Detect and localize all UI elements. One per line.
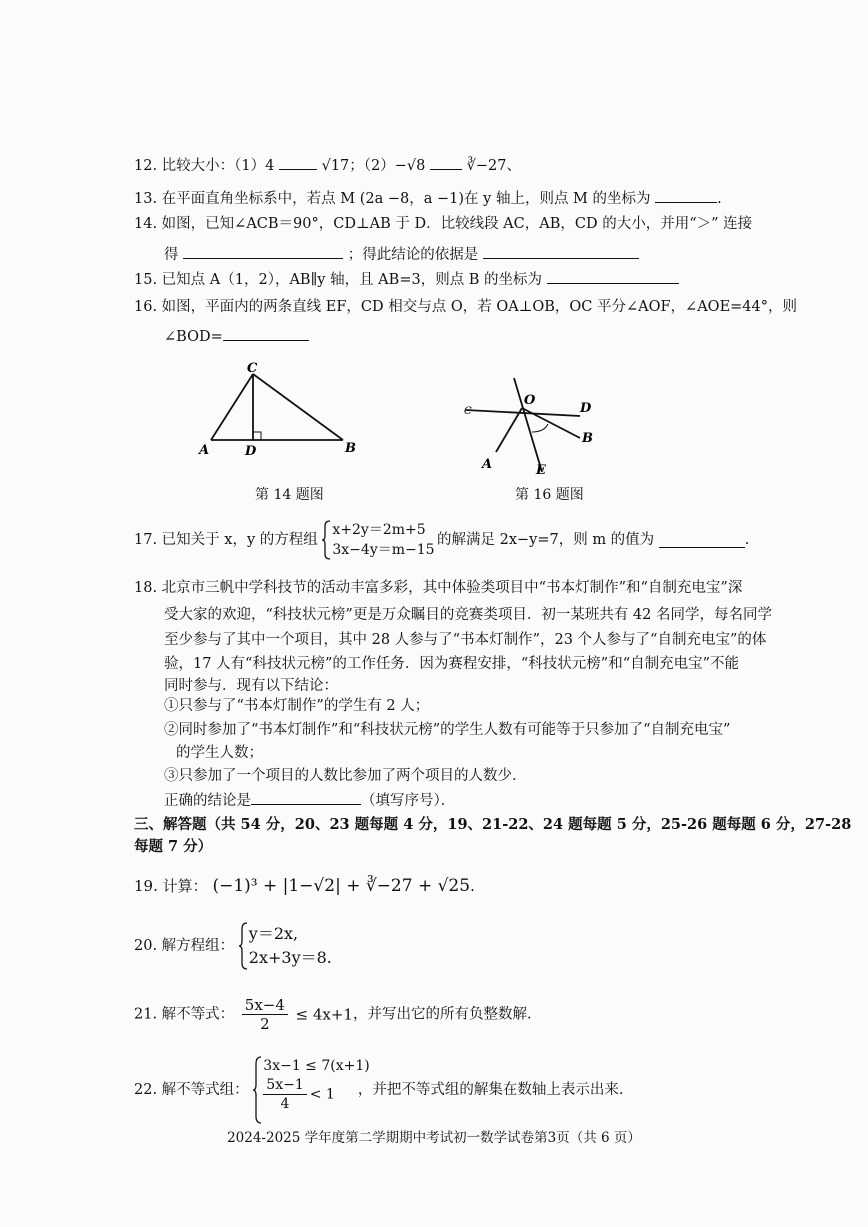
question-text: （填写序号）． [361, 793, 456, 809]
question-14 [134, 214, 752, 234]
question-number: 17. [134, 532, 158, 548]
question-number: 12. [134, 158, 158, 174]
label-D: D [580, 401, 592, 416]
segment-BC [253, 374, 343, 440]
answer-blank [655, 188, 717, 203]
question-text: 解方程组： [161, 938, 235, 954]
figure-16-lines [460, 370, 610, 480]
answer-blank [430, 155, 462, 170]
question-18 [134, 578, 742, 598]
ray-OA [496, 408, 522, 452]
brace-icon [322, 520, 332, 560]
punct: . [470, 877, 475, 895]
question-text: 比较大小：（1）4 [161, 158, 275, 174]
question-text: 计算： [162, 877, 208, 895]
brace-icon [239, 922, 249, 970]
conclusion-1: ①只参与了“书本灯制作”的学生有 2 人； [164, 698, 430, 714]
question-text: 如图，已知∠ACB＝90°，CD⊥AB 于 D．比较线段 AC，AB，CD 的大小，并用“＞” 连接 [161, 216, 753, 232]
question-21 [134, 996, 532, 1033]
math-expr: ∛−27 [466, 158, 507, 174]
conclusion-2: ②同时参加了“书本灯制作”和“科技状元榜”的学生人数有可能等于只参加了“自制充电宝” [164, 722, 731, 738]
figure-16-caption: 第 16 题图 [515, 487, 584, 503]
question-text: ∠BOD= [164, 329, 223, 345]
numerator: 5x−4 [242, 996, 288, 1015]
answer-blank [251, 790, 361, 805]
equation-system [239, 922, 339, 970]
equation-2: 2x+3y＝8. [248, 948, 332, 967]
label-C: C [464, 406, 472, 417]
question-text: 已知点 A（1，2），AB∥y 轴，且 AB=3，则点 B 的坐标为 [161, 272, 543, 288]
question-number: 16. [134, 299, 158, 315]
fraction [242, 996, 288, 1033]
question-17 [134, 520, 749, 560]
numerator: 5x−1 [263, 1076, 306, 1095]
figure-14-triangle [195, 360, 365, 460]
answer-blank [483, 244, 639, 259]
label-B: B [582, 431, 593, 446]
question-12 [134, 155, 521, 176]
inequality-2 [263, 1076, 369, 1113]
right-angle-mark [253, 432, 261, 440]
question-16-cont [164, 326, 309, 347]
question-18-line: 受大家的欢迎，“科技状元榜”更是万众瞩目的竞赛类项目．初一某班共有 42 名同学，每名同学 [164, 607, 772, 623]
question-20 [134, 922, 339, 970]
inequality-1: 3x−1 ≤ 7(x+1) [263, 1058, 370, 1074]
question-number: 19. [134, 877, 158, 895]
angle-arc [532, 424, 548, 432]
question-19 [134, 876, 475, 896]
question-number: 21. [134, 1006, 158, 1023]
question-14-cont [164, 244, 639, 265]
question-16 [134, 297, 797, 317]
question-text: 解不等式组： [161, 1082, 249, 1098]
question-18-line: 验，17 人有“科技状元榜”的工作任务．因为赛程安排，“科技状元榜”和“自制充电宝”不能 [164, 656, 740, 672]
question-number: 15. [134, 272, 158, 288]
segment-AC [211, 374, 253, 440]
math-expr: (−1)³ + |1−√2| + ∛−27 + √25 [212, 876, 471, 896]
question-text: 解不等式： [161, 1006, 235, 1023]
punct: . [717, 191, 722, 207]
answer-blank [659, 533, 745, 548]
question-number: 18. [134, 580, 158, 596]
question-13 [134, 188, 722, 209]
punct: 、 [506, 158, 521, 174]
answer-blank [279, 155, 317, 170]
equation-1: y＝2x, [248, 924, 299, 943]
question-text: 的解满足 2x−y=7，则 m 的值为 [436, 532, 655, 548]
question-text: ；（2） [349, 158, 395, 174]
question-text: 如图，平面内的两条直线 EF，CD 相交与点 O，若 OA⊥OB，OC 平分∠AOF，∠AOE=44°，则 [161, 299, 798, 315]
question-15 [134, 269, 679, 290]
label-C: C [247, 361, 258, 376]
math-expr: −√8 [394, 158, 426, 174]
question-text: ，并写出它的所有负整数解. [352, 1006, 532, 1023]
math-expr: < 1 [309, 1086, 335, 1103]
question-number: 14. [134, 216, 158, 232]
answer-blank [223, 326, 309, 341]
label-D: D [245, 444, 257, 459]
question-text: 得 [164, 247, 179, 263]
equation-1: x+2y＝2m+5 [332, 522, 426, 538]
label-E: E [536, 463, 546, 478]
answer-blank [547, 269, 679, 284]
label-B: B [345, 441, 356, 456]
math-expr: ≤ 4x+1 [295, 1005, 353, 1024]
denominator: 2 [260, 1015, 270, 1033]
label-A: A [199, 443, 210, 458]
question-18-answer [164, 790, 455, 811]
fraction [263, 1076, 306, 1113]
page-footer: 2024-2025 学年度第二学期期中考试初一数学试卷第3页（共 6 页） [227, 1130, 641, 1146]
question-18-line: 同时参与．现有以下结论： [164, 678, 338, 694]
equation-2: 3x−4y＝m−15 [332, 542, 435, 558]
question-text: 在平面直角坐标系中，若点 M (2a −8，a −1)在 y 轴上，则点 M 的坐标为 [161, 191, 651, 207]
denominator: 4 [280, 1096, 290, 1112]
figure-14-caption: 第 14 题图 [255, 487, 324, 503]
question-text: 北京市三帆中学科技节的活动丰富多彩，其中体验类项目中“书本灯制作”和“自制充电宝”深 [161, 580, 743, 596]
question-18-line: 至少参与了其中一个项目，其中 28 人参与了“书本灯制作”，23 个人参与了“自制充电宝”的体 [164, 632, 767, 648]
section-3-heading: 三、解答题（共 54 分，20、23 题每题 4 分，19、21-22、24 题每题 5 分，25-26 题每题 6 分，27-28 [134, 816, 852, 833]
question-22 [134, 1056, 624, 1124]
question-text: 已知关于 x，y 的方程组 [161, 532, 318, 548]
label-O: O [524, 393, 536, 408]
answer-blank [183, 244, 343, 259]
math-expr: √17 [321, 158, 350, 174]
question-text: ，并把不等式组的解集在数轴上表示出来. [357, 1082, 624, 1098]
question-text: 正确的结论是 [164, 793, 251, 809]
conclusion-3: ③只参加了一个项目的人数比参加了两个项目的人数少． [164, 768, 527, 784]
inequality-system [253, 1056, 370, 1124]
equation-system [322, 520, 435, 560]
question-number: 20. [134, 938, 158, 954]
section-3-heading-cont: 每题 7 分） [134, 838, 213, 855]
label-A: A [482, 457, 493, 472]
conclusion-2-cont: 的学生人数； [176, 745, 263, 761]
punct: . [744, 532, 750, 548]
question-number: 13. [134, 191, 158, 207]
question-number: 22. [134, 1082, 158, 1098]
brace-icon [253, 1056, 263, 1124]
question-text: ；得此结论的依据是 [347, 247, 479, 263]
